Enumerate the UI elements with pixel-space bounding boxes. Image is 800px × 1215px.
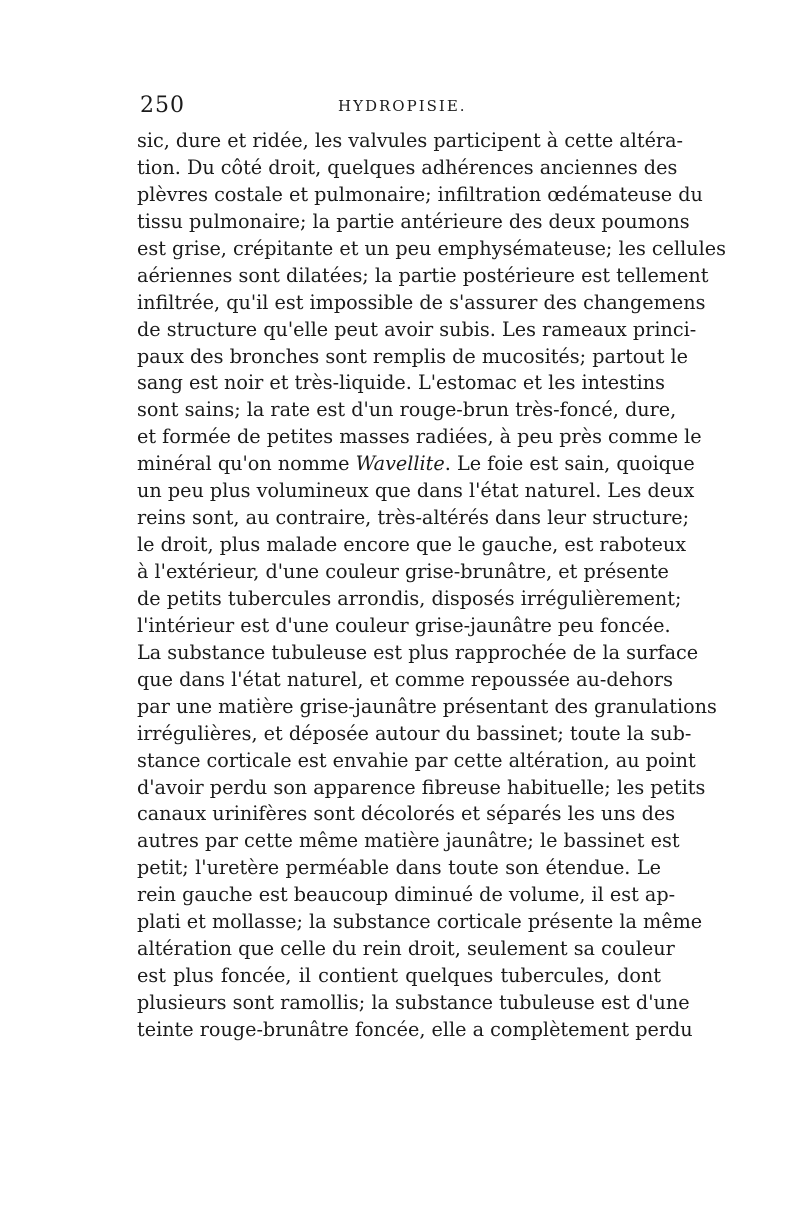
text-line: de structure qu'elle peut avoir subis. Les rameaux princi- bbox=[137, 317, 697, 341]
text-line: reins sont, au contraire, très-altérés dans leur structure; bbox=[137, 506, 690, 530]
text-line: sic, dure et ridée, les valvules participent à cette altéra- bbox=[137, 129, 684, 152]
text-line: aériennes sont dilatées; la partie postérieure est tellement bbox=[137, 263, 709, 287]
text-line: minéral qu'on nomme Wavellite. Le foie est sain, quoique bbox=[137, 452, 695, 476]
text-line: d'avoir perdu son apparence fibreuse habituelle; les petits bbox=[137, 775, 706, 799]
text-line: que dans l'état naturel, et comme repoussée au-dehors bbox=[137, 667, 673, 691]
text-line: infiltrée, qu'il est impossible de s'assurer des changemens bbox=[137, 290, 706, 314]
text-line: plusieurs sont ramollis; la substance tubuleuse est d'une bbox=[137, 991, 690, 1014]
text-line: plèvres costale et pulmonaire; infiltration œdémateuse du bbox=[137, 182, 703, 206]
text-line: et formée de petites masses radiées, à peu près comme le bbox=[137, 425, 702, 449]
text-line: La substance tubuleuse est plus rapprochée de la surface bbox=[137, 640, 699, 664]
text-line: à l'extérieur, d'une couleur grise-brunâtre, et présente bbox=[137, 560, 669, 583]
text-line: plati et mollasse; la substance corticale présente la même bbox=[137, 910, 703, 934]
text-line: irrégulières, et déposée autour du bassinet; toute la sub- bbox=[137, 721, 692, 745]
text-line: de petits tubercules arrondis, disposés irrégulièrement; bbox=[137, 586, 682, 610]
text-line: stance corticale est envahie par cette altération, au point bbox=[137, 748, 696, 772]
text-line: teinte rouge-brunâtre foncée, elle a complètement perdu bbox=[137, 1017, 693, 1041]
text-line: tion. Du côté droit, quelques adhérences anciennes des bbox=[137, 155, 678, 179]
text-line: paux des bronches sont remplis de mucosités; partout le bbox=[137, 344, 689, 368]
text-line: sang est noir et très-liquide. L'estomac et les intestins bbox=[137, 371, 665, 395]
text-line: rein gauche est beaucoup diminué de volume, il est ap- bbox=[137, 883, 676, 907]
body-text bbox=[137, 128, 727, 1044]
text-line: altération que celle du rein droit, seulement sa couleur bbox=[137, 937, 675, 961]
text-line: est grise, crépitante et un peu emphysémateuse; les cellules bbox=[137, 236, 727, 260]
text-line: petit; l'uretère perméable dans toute son étendue. Le bbox=[137, 856, 661, 880]
text-line: est plus foncée, il contient quelques tubercules, dont bbox=[137, 964, 661, 988]
page-number: 250 bbox=[140, 93, 185, 118]
text-line: sont sains; la rate est d'un rouge-brun très-foncé, dure, bbox=[137, 398, 677, 422]
text-line: le droit, plus malade encore que le gauche, est raboteux bbox=[137, 533, 687, 557]
text-line: tissu pulmonaire; la partie antérieure des deux poumons bbox=[137, 209, 690, 233]
text-line: autres par cette même matière jaunâtre; le bassinet est bbox=[137, 829, 680, 853]
text-line: canaux urinifères sont décolorés et séparés les uns des bbox=[137, 802, 676, 826]
text-line: un peu plus volumineux que dans l'état naturel. Les deux bbox=[137, 479, 695, 503]
running-head: HYDROPISIE. bbox=[338, 97, 467, 115]
text-line: par une matière grise-jaunâtre présentant des granulations bbox=[137, 694, 717, 718]
text-line: l'intérieur est d'une couleur grise-jaunâtre peu foncée. bbox=[137, 613, 671, 637]
